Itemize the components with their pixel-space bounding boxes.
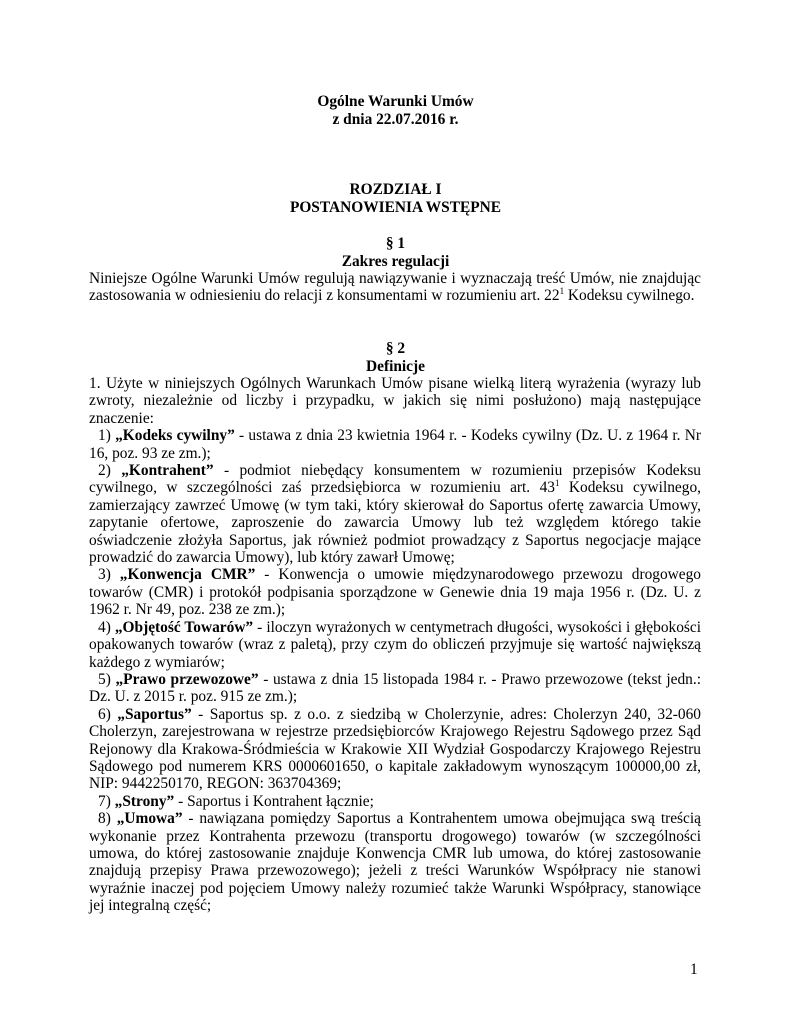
definition-item: 2) „Kontrahent” - podmiot niebędący konsumentem w rozumieniu przepisów Kodeksu cywilnego, w szczególności zaś przedsiębiorca w rozumieniu art. $43^1$ Kodeksu cywilnego, zamierzający zawrzeć Umowę (w tym taki, który skierował do Saportus ofertę zawarcia Umowy, zapytanie ofertowe, zaproszenie do zawarcia Umowy lub też względem którego takie oświadczenie złożyła Saportus, jak również podmiot prowadzący z Saportus negocjacje mające prowadzić do zawarcia Umowy), lub który zawarł Umowę; [89,462,701,567]
chapter-title: POSTANOWIENIA WSTĘPNE [289,199,502,216]
section-2-number: § 2 [385,340,406,357]
definition-term: „Kodeks cywilny” [115,427,235,445]
definition-item: 6) „Saportus” - Saportus sp. z o.o. z siedzibą w Cholerzynie, adres: Cholerzyn 240, 32-060 Cholerzyn, zarejestrowana w rejestrze przedsiębiorców Krajowego Rejestru Sądowego przez Sąd Rejonowy dla Krakowa-Śródmieścia w Krakowie XII Wydział Gospodarczy Krajowego Rejestru Sądowego pod numerem KRS 0000601650, o kapitale zakładowym wynoszącym 100000,00 zł, NIP: 9442250170, REGON: 363704369; [89,705,702,793]
definition-term: „Konwencja CMR” [119,566,256,584]
definition-term: „Prawo przewozowe” [115,670,259,688]
definition-item: 8) „Umowa” - nawiązana pomiędzy Saportus a Kontrahentem umowa obejmująca swą treścią wykonanie przez Kontrahenta przewozu (transportu drogowego) towarów (w szczególności umowa, do której zastosowanie znajduje Konwencja CMR lub umowa, do której zastosowanie znajdują przepisy Prawa przewozowego); jeżeli z treści Warunków Współpracy nie stanowi wyraźnie inaczej pod pojęciem Umowy należy rozumieć także Warunki Współpracy, stanowiące jej integralną część; [89,810,701,915]
section-1-text: Niniejsze Ogólne Warunki Umów regulują nawiązywanie i wyznaczają treść Umów, nie znajdując zastosowania w odniesieniu do relacji z konsumentami w rozumieniu art. $22^1$ Kodeksu cywilnego. [89,270,701,305]
definition-term: „Umowa” [116,810,183,828]
section-1-title: Zakres regulacji [341,253,450,270]
definitions-list [89,375,701,915]
page-number: 1 [690,961,698,978]
section-2-title: Definicje [366,358,425,375]
definition-item: 4) „Objętość Towarów” - iloczyn wyrażonych w centymetrach długości, wysokości i głębokości opakowanych towarów (wraz z paletą), przy czym do obliczeń przyjmuje się wartość największą każdego z wymiarów; [89,618,701,671]
definitions-intro: 1. Użyte w niniejszych Ogólnych Warunkach Umów pisane wielką literą wyrażenia (wyrazy lub zwroty, niezależnie od liczby i przypadku, w jakich się nimi posłużono) mają następujące znaczenie: [89,375,701,427]
document-date: z dnia 22.07.2016 r. [332,111,459,128]
document-title: Ogólne Warunki Umów [317,93,474,110]
definition-item: 5) „Prawo przewozowe” - ustawa z dnia 15 listopada 1984 r. - Prawo przewozowe (tekst jedn.: Dz. U. z 2015 r. poz. 915 ze zm.); [89,670,701,706]
definition-item: 7) „Strony” - Saportus i Kontrahent łącznie; [98,792,374,810]
definition-item: 3) „Konwencja CMR” - Konwencja o umowie międzynarodowego przewozu drogowego towarów (CMR) i protokół podpisania sporządzone w Genewie dnia 19 maja 1956 r. (Dz. U. z 1962 r. Nr 49, poz. 238 ze zm.); [89,566,701,619]
definition-term: „Strony” [114,792,175,810]
definition-term: „Saportus” [117,705,192,723]
definition-item: 1) „Kodeks cywilny” - ustawa z dnia 23 kwietnia 1964 r. - Kodeks cywilny (Dz. U. z 1964 r. Nr 16, poz. 93 ze zm.); [89,427,702,462]
section-1-number: § 1 [385,235,406,252]
chapter-number: ROZDZIAŁ I [349,181,442,198]
definition-term: „Kontrahent” [121,462,214,480]
definition-term: „Objętość Towarów” [114,618,254,636]
